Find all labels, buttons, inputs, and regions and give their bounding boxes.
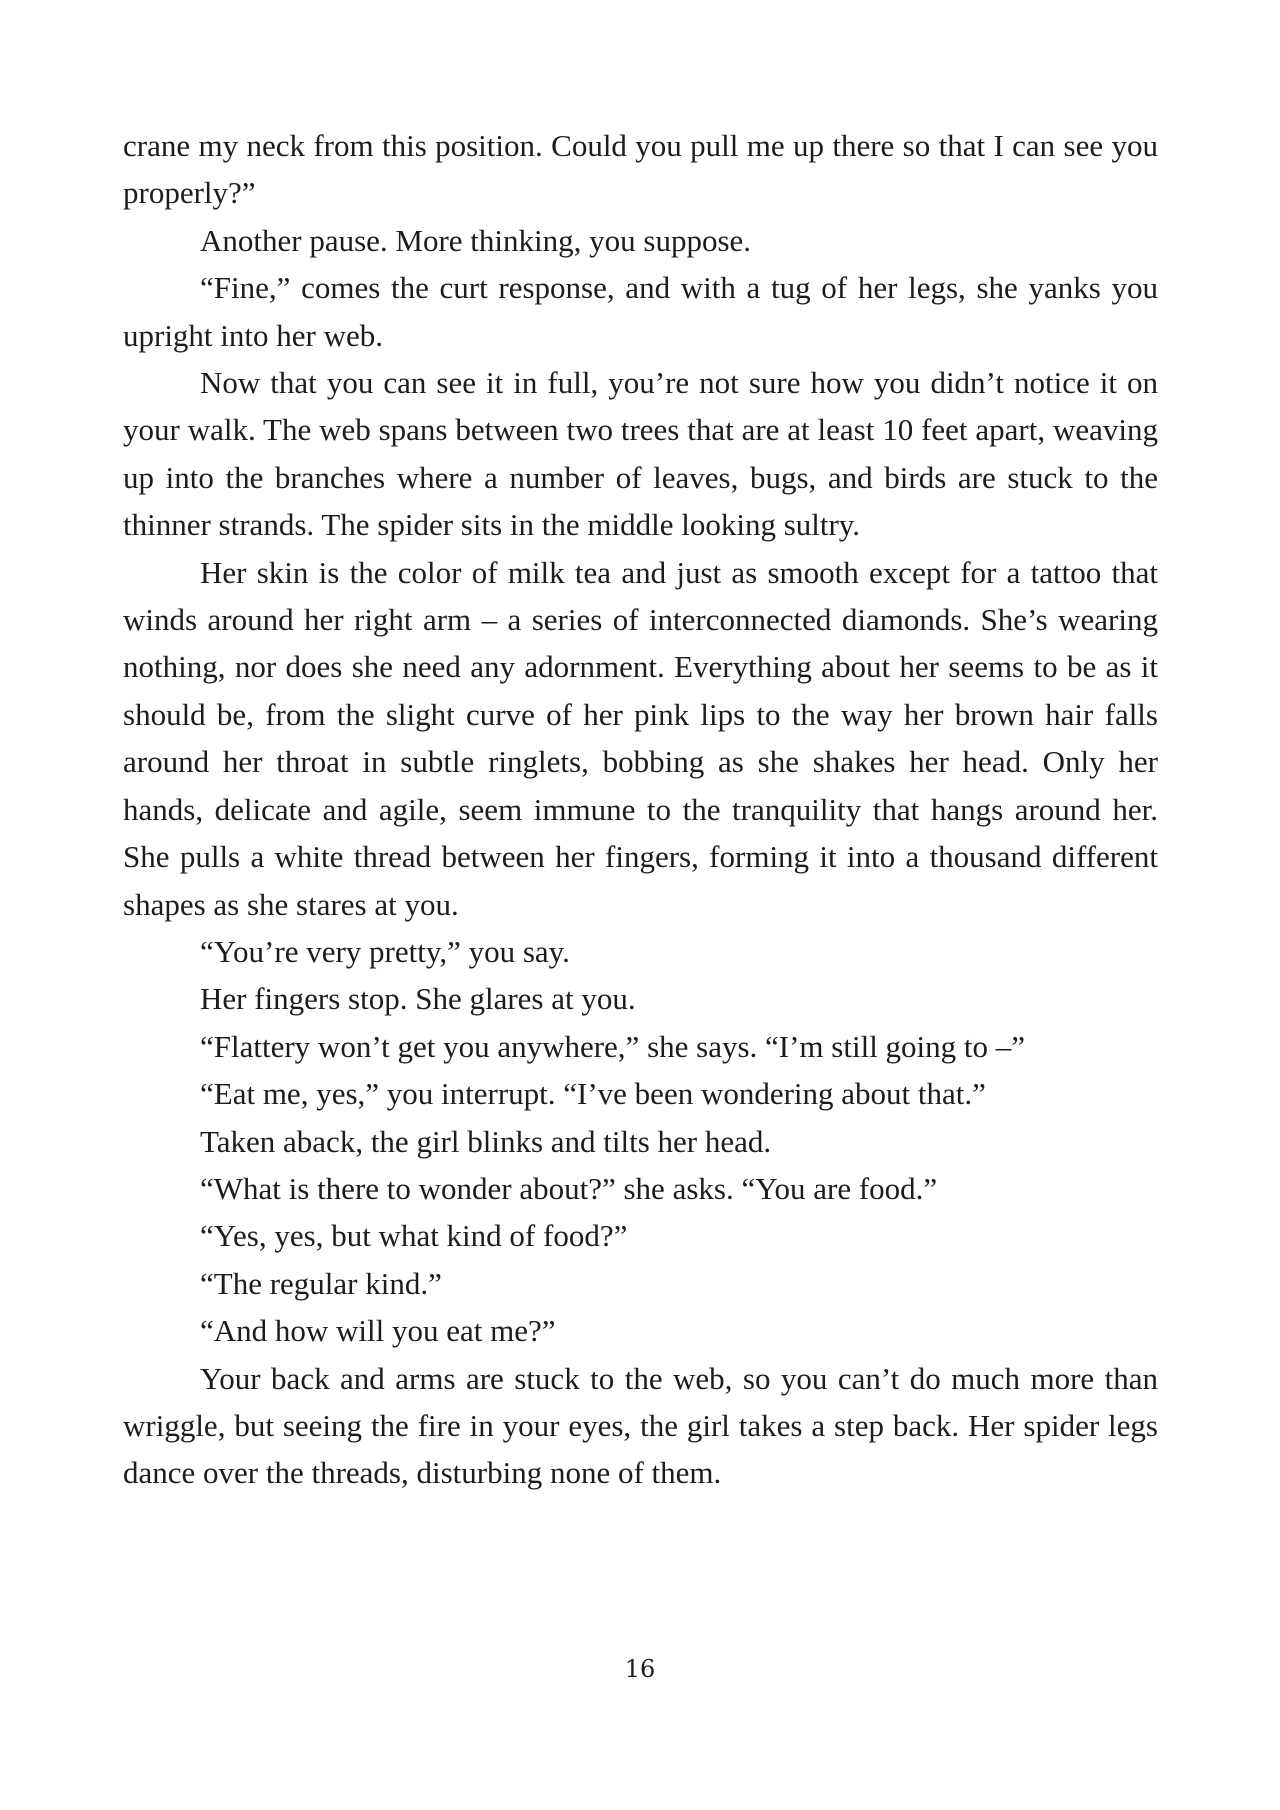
paragraph: “Yes, yes, but what kind of food?” [200, 1218, 628, 1254]
paragraph: Now that you can see it in full, you’re not sure how you didn’t notice it on your walk. The web spans between two trees that are at least 10 feet apart, weaving up into the branches where a number of leaves, bugs, and birds are stuck to the thinner strands. The spider sits in the middle looking sultry. [123, 365, 1158, 543]
body-text [123, 122, 1158, 1497]
paragraph: “Flattery won’t get you anywhere,” she says. “I’m still going to –” [200, 1028, 1026, 1064]
paragraph: Her fingers stop. She glares at you. [200, 981, 636, 1017]
paragraph: Another pause. More thinking, you suppose. [200, 222, 752, 258]
paragraph: “Eat me, yes,” you interrupt. “I’ve been wondering about that.” [200, 1076, 986, 1112]
paragraph: Taken aback, the girl blinks and tilts her head. [200, 1123, 772, 1159]
paragraph-continued: crane my neck from this position. Could you pull me up there so that I can see you properly?” [123, 128, 1158, 211]
paragraph: “The regular kind.” [200, 1265, 442, 1301]
paragraph: “Fine,” comes the curt response, and with a tug of her legs, she yanks you upright into her web. [123, 270, 1158, 353]
page-number: 16 [624, 1655, 656, 1683]
paragraph: Your back and arms are stuck to the web, so you can’t do much more than wriggle, but seeing the fire in your eyes, the girl takes a step back. Her spider legs dance over the threads, disturbing none of them. [123, 1360, 1158, 1491]
paragraph: “What is there to wonder about?” she asks. “You are food.” [200, 1170, 938, 1206]
paragraph: “You’re very pretty,” you say. [200, 933, 570, 969]
paragraph: Her skin is the color of milk tea and just as smooth except for a tattoo that winds around her right arm – a series of interconnected diamonds. She’s wearing nothing, nor does she need any adornment. Everything about her seems to be as it should be, from the slight curve of her pink lips to the way her brown hair falls around her throat in subtle ringlets, bobbing as she shakes her head. Only her hands, delicate and agile, seem immune to the tranquility that hangs around her. She pulls a white thread between her fingers, forming it into a thousand different shapes as she stares at you. [123, 554, 1158, 922]
paragraph: “And how will you eat me?” [200, 1313, 556, 1349]
